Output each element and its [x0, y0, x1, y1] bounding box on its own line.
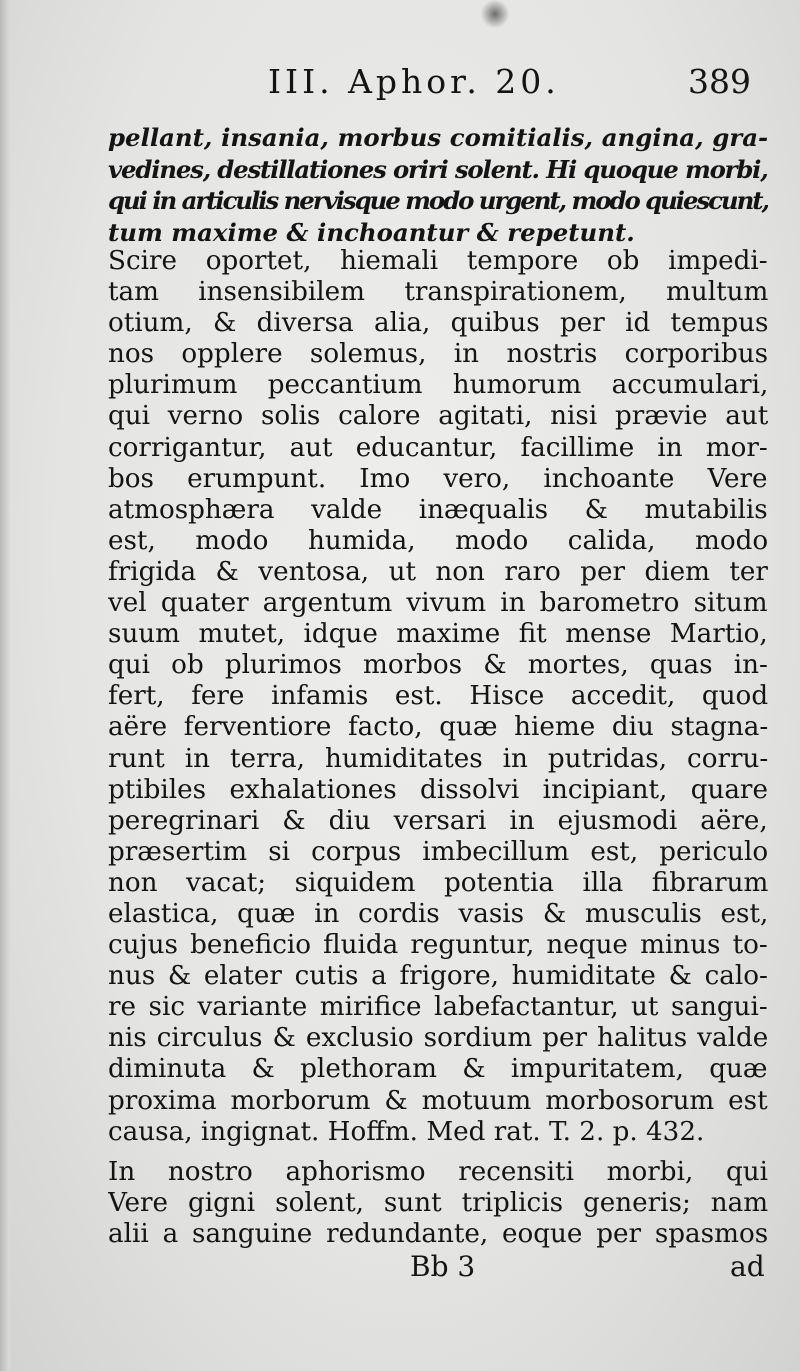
text-line: alii a sanguine redundante, eoque per spasmos — [108, 1219, 768, 1250]
text-line: suum mutet, idque maxime fit mense Martio, — [108, 619, 768, 650]
text-line: tum maxime & inchoantur & repetunt. — [108, 217, 635, 247]
text-line: est, modo humida, modo calida, modo — [108, 525, 768, 556]
text-line: frigida & ventosa, ut non raro per diem ter — [108, 556, 768, 587]
text-line: atmosphæra valde inæqualis & mutabilis — [108, 494, 768, 525]
catchword: ad — [730, 1250, 765, 1283]
text-line: qui in articulis nervisque modo urgent, modo quiescunt, — [108, 186, 768, 215]
text-line: otium, & diversa alia, quibus per id tempus — [108, 308, 768, 339]
text-line: aëre ferventiore facto, quæ hieme diu stagna- — [108, 712, 768, 743]
text-line: nis circulus & exclusio sordium per halitus valde — [108, 1023, 768, 1054]
text-line: In nostro aphorismo recensiti morbi, qui — [108, 1157, 768, 1187]
text-line: elastica, quæ in cordis vasis & musculis est, — [108, 898, 768, 929]
running-title: III. Aphor. 20. — [268, 62, 560, 101]
text-line: præsertim si corpus imbecillum est, periculo — [108, 836, 768, 867]
text-line: tam insensibilem transpirationem, multum — [108, 277, 768, 308]
text-line: re sic variante mirifice labefactantur, ut sangui- — [108, 992, 768, 1023]
text-line: nus & elater cutis a frigore, humiditate & calo- — [108, 961, 768, 992]
text-line: cujus beneficio fluida reguntur, neque minus to- — [108, 930, 768, 961]
text-line: qui verno solis calore agitati, nisi prævie aut — [108, 401, 768, 432]
ink-blot — [480, 0, 510, 28]
running-header — [0, 62, 800, 106]
text-line: Vere gigni solent, sunt triplicis generis; nam — [108, 1188, 768, 1219]
text-line: Scire oportet, hiemali tempore ob impedi- — [108, 246, 768, 276]
text-line: bos erumpunt. Imo vero, inchoante Vere — [108, 463, 768, 494]
text-line: runt in terra, humiditates in putridas, corru- — [108, 743, 768, 774]
text-line: diminuta & plethoram & impuritatem, quæ — [108, 1054, 768, 1085]
page-footer — [0, 1250, 800, 1290]
text-line: plurimum peccantium humorum accumulari, — [108, 370, 768, 401]
text-line: vel quater argentum vivum in barometro situm — [108, 588, 768, 619]
text-line: fert, fere infamis est. Hisce accedit, quod — [108, 681, 768, 712]
text-line: nos opplere solemus, in nostris corporibus — [108, 339, 768, 370]
italic-passage — [108, 122, 768, 248]
paragraph-commentary — [108, 246, 768, 1148]
text-line: ptibiles exhalationes dissolvi incipiant, quare — [108, 774, 768, 805]
page-edge-shadow — [0, 0, 10, 1371]
paragraph-continuation — [108, 1157, 768, 1250]
text-line: peregrinari & diu versari in ejusmodi aëre, — [108, 805, 768, 836]
text-line: corrigantur, aut educantur, facillime in mor- — [108, 432, 768, 463]
text-line: vedines, destillationes oriri solent. Hi quoque morbi, — [108, 154, 768, 184]
signature-mark: Bb 3 — [410, 1250, 476, 1283]
text-line: causa, ingignat. Hoffm. Med rat. T. 2. p. 432. — [108, 1116, 705, 1147]
text-line: qui ob plurimos morbos & mortes, quas in- — [108, 650, 768, 681]
text-line: non vacat; siquidem potentia illa fibrarum — [108, 867, 768, 898]
text-line: pellant, insania, morbus comitialis, angina, gra- — [108, 123, 768, 152]
page-number: 389 — [688, 62, 751, 101]
text-line: proxima morborum & motuum morbosorum est — [108, 1085, 768, 1116]
